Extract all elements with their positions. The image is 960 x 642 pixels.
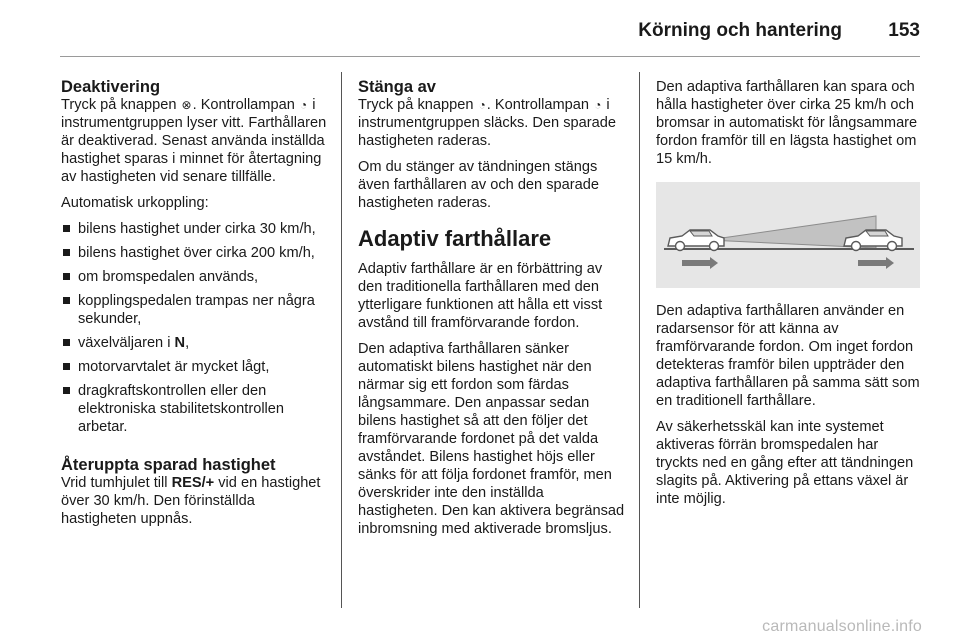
section-heading-ateruppta: Återuppta sparad hastighet [61, 456, 276, 474]
section-heading-stanga-av: Stänga av [358, 78, 436, 96]
header-divider [60, 56, 920, 57]
paragraph: Av säkerhetsskäl kan inte systemet aktiveras förrän bromspedalen har tryckts ned en gång efter att tändningen slagits på. Aktivering på ettans växel är inte möjlig. [656, 419, 914, 507]
paragraph: Vrid tumhjulet till RES/+ vid en hastighet över 30 km/h. Den förinställda hastigheten uppnås. [61, 475, 321, 527]
list-item: kopplingspedalen trampas ner några sekunder, [61, 292, 327, 328]
gear-key: N [174, 335, 186, 351]
res-key: RES/+ [171, 475, 215, 491]
bullet-icon [63, 363, 70, 370]
watermark: carmanualsonline.info [762, 618, 922, 635]
page-number: 153 [888, 20, 920, 41]
paragraph: Den adaptiva farthållaren sänker automatiskt bilens hastighet när den närmar sig ett fordon som färdas långsammare. Den anpassar sedan bilens hastighet så att den följer det framförvarande fordonet på det valda avståndet. Bilens hastighet höjs eller sänks för att följa fordonet framför, men överskrider inte den inställda hastigheten. Den kan aktivera begränsad inbromsning med aktiverade bromsljus. [358, 341, 625, 537]
paragraph: Automatisk urkoppling: [61, 195, 209, 211]
column-3 [656, 78, 922, 516]
own-car-icon [668, 230, 724, 251]
list-item: bilens hastighet över cirka 200 km/h, [61, 244, 327, 262]
column-divider-1 [341, 72, 342, 608]
bullet-icon [63, 297, 70, 304]
list-item: växelväljaren i N, [61, 334, 327, 352]
text: . Kontrollampan [192, 97, 295, 113]
paragraph [61, 96, 327, 186]
list-item: dragkraftskontrollen eller den elektroniska stabilitetskontrollen arbetar. [61, 382, 327, 436]
section-heading-deaktivering: Deaktivering [61, 78, 161, 96]
bullet-list [61, 220, 327, 436]
cruise-control-lamp-icon: ◔ [594, 98, 602, 112]
column-2 [358, 78, 626, 546]
paragraph: Tryck på knappen ◔. Kontrollampan ◔ i instrumentgruppen släcks. Den sparade hastigheten raderas. [358, 97, 616, 149]
paragraph: Den adaptiva farthållaren kan spara och hålla hastigheter över cirka 25 km/h och bromsar in automatiskt för långsammare fordon framför till en lägsta hastighet om 15 km/h. [656, 79, 918, 167]
list-item: bilens hastighet under cirka 30 km/h, [61, 220, 327, 238]
bullet-icon [63, 339, 70, 346]
text: i instrumentgruppen lyser vitt. Farthållaren är deaktiverad. Senast använda inställda hastighet sparas i minnet för återtagning av hastigheten vid senare tillfälle. [61, 97, 327, 185]
text: Tryck på knappen [61, 97, 177, 113]
radar-diagram-svg [656, 182, 920, 288]
arrow-right-icon [682, 257, 718, 269]
paragraph: Adaptiv farthållare är en förbättring av den traditionella farthållaren med den ytterligare funktionen att hålla ett visst avstånd till framförvarande fordon. [358, 261, 603, 331]
paragraph: Den adaptiva farthållaren använder en radarsensor för att känna av framförvarande fordon. Om inget fordon detekteras framför bilen uppträder den adaptiva farthållaren på samma sätt som en traditionell farthållare. [656, 303, 920, 409]
arrow-right-icon [858, 257, 894, 269]
bullet-icon [63, 387, 70, 394]
cruise-control-lamp-icon: ◔ [299, 98, 308, 112]
list-item: motorvarvtalet är mycket lågt, [61, 358, 327, 376]
section-heading-adaptiv: Adaptiv farthållare [358, 226, 552, 251]
column-divider-2 [639, 72, 640, 608]
bullet-icon [63, 225, 70, 232]
page-title: Körning och hantering [638, 20, 842, 41]
bullet-icon [63, 273, 70, 280]
list-item: om bromspedalen används, [61, 268, 327, 286]
page-header [0, 0, 960, 56]
cruise-control-lamp-icon: ◔ [478, 98, 486, 112]
cruise-control-off-icon: ⊗ [181, 98, 192, 112]
bullet-icon [63, 249, 70, 256]
radar-illustration [656, 182, 920, 288]
paragraph: Om du stänger av tändningen stängs även farthållaren av och den sparade hastigheten raderas. [358, 159, 599, 211]
column-1 [61, 78, 327, 536]
